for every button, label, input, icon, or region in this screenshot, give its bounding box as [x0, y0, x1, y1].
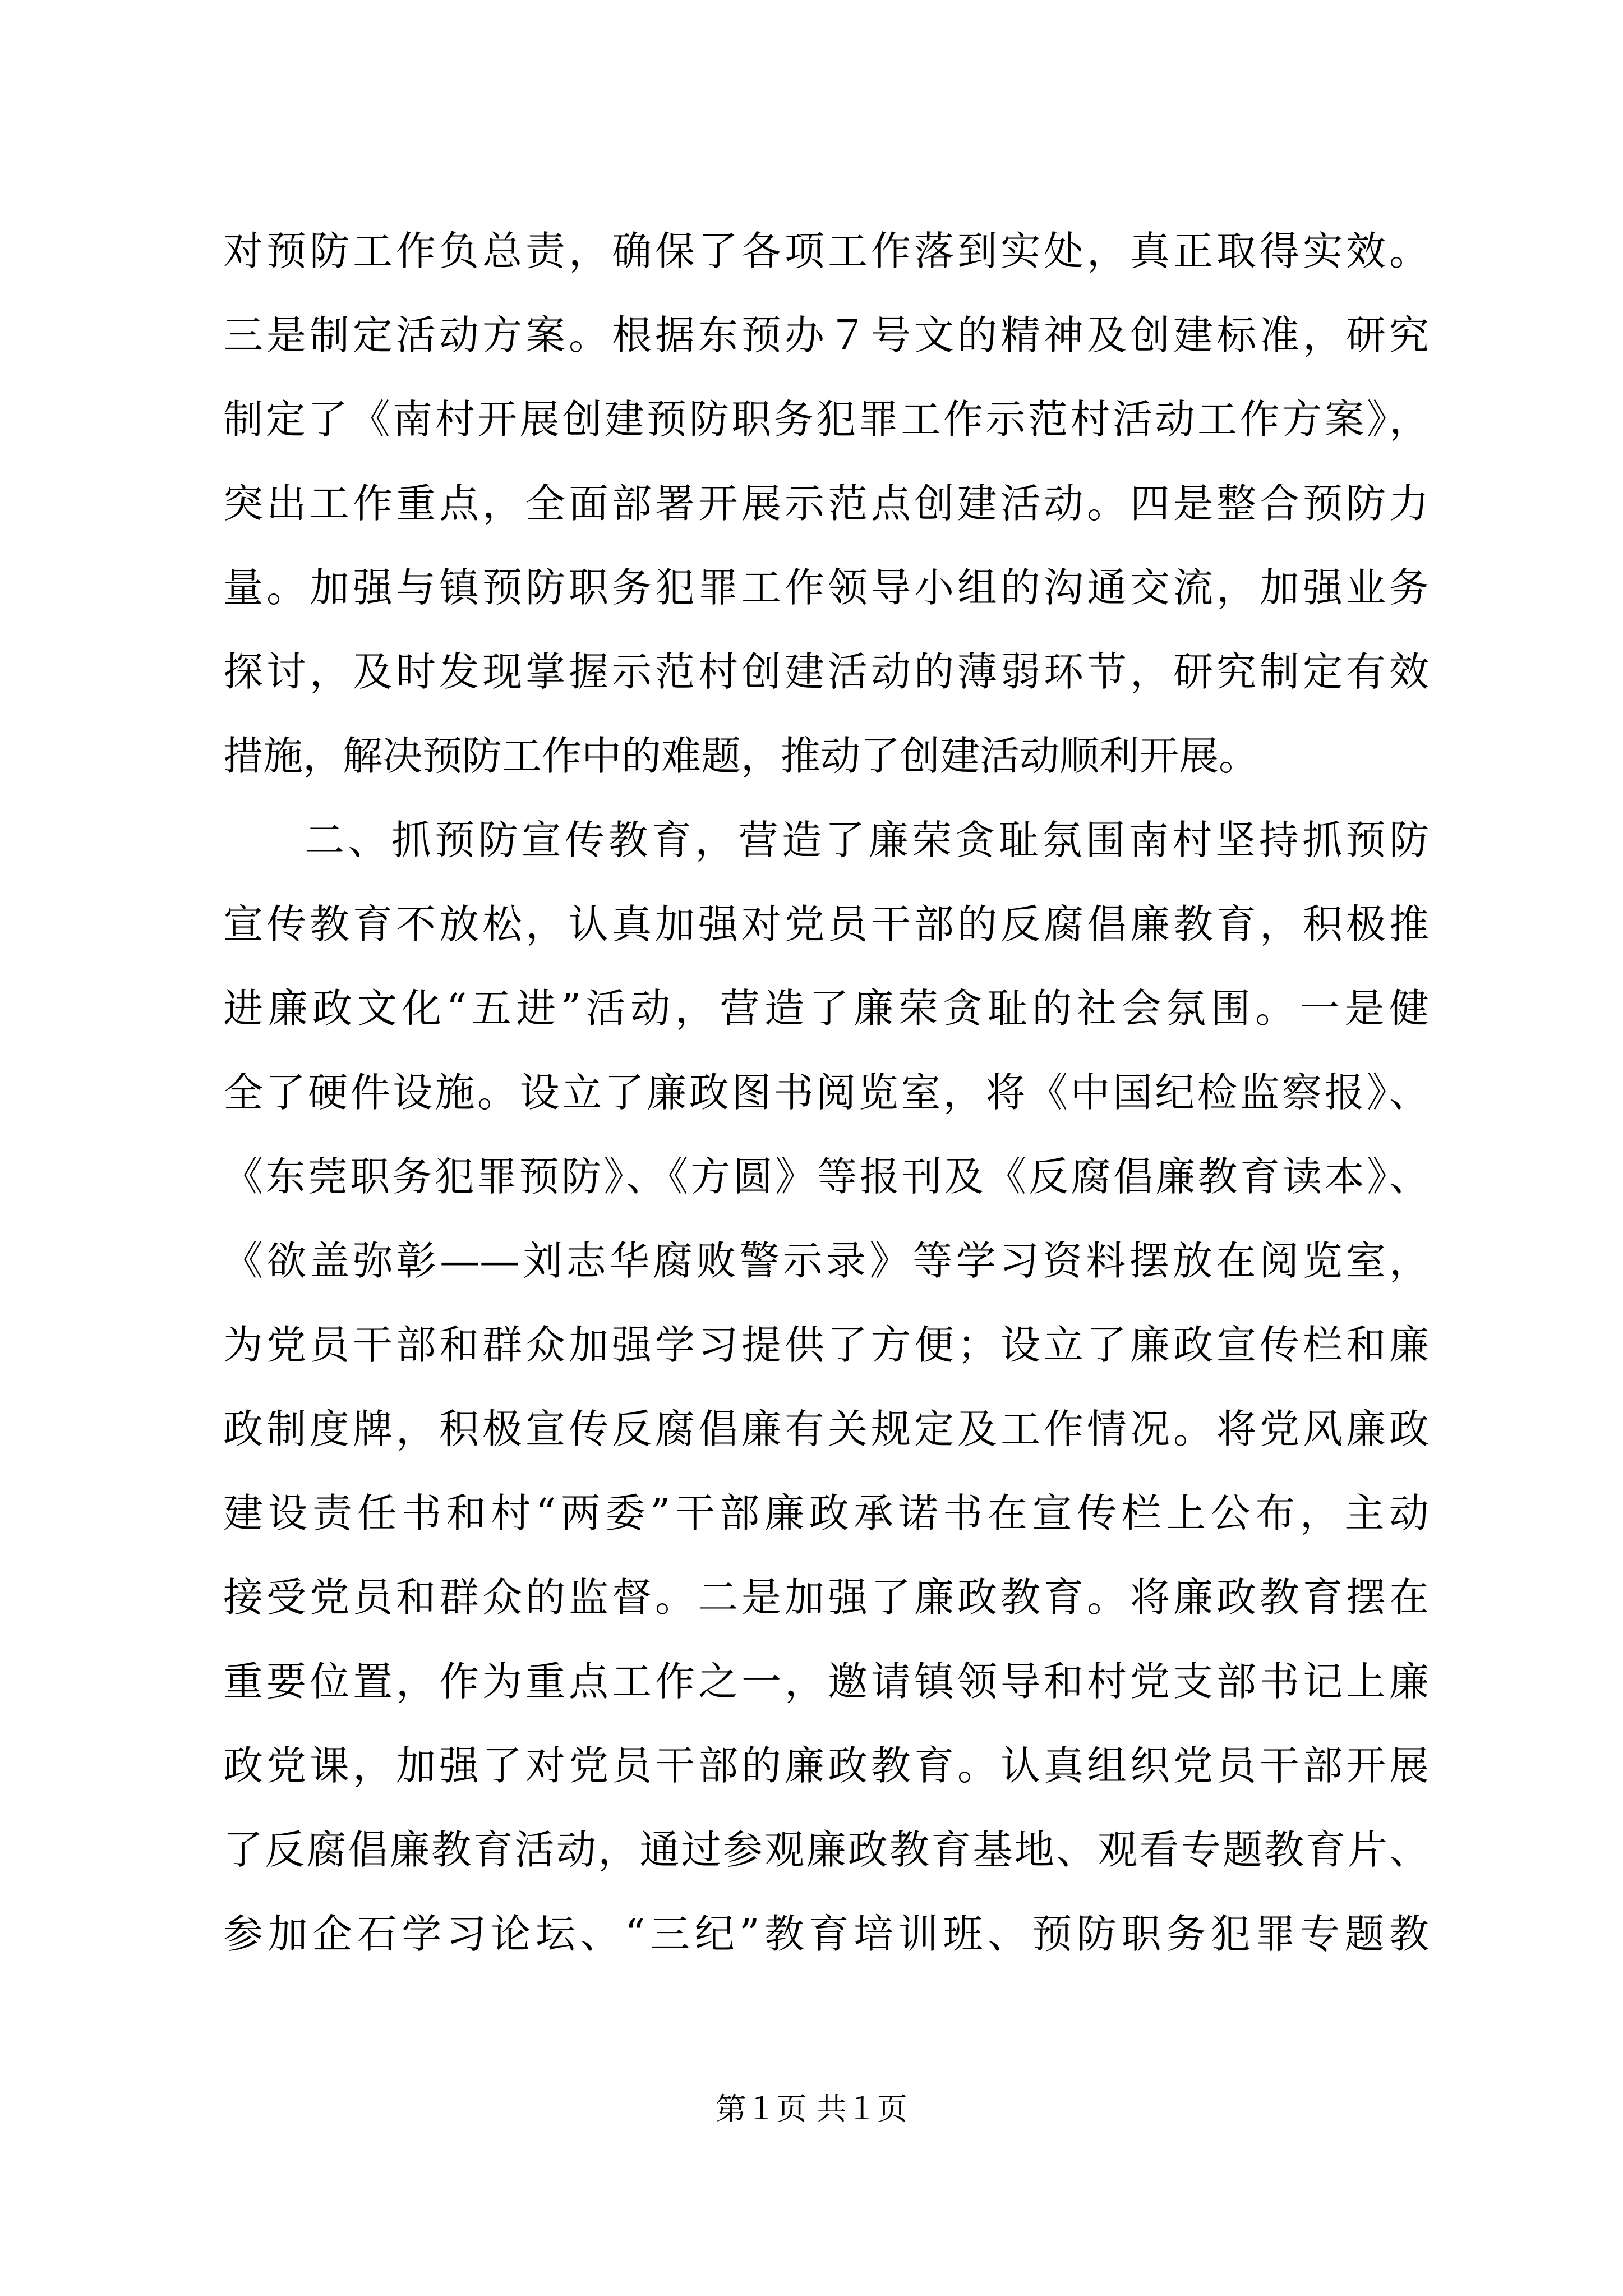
text-line: 措施，解决预防工作中的难题，推动了创建活动顺利开展。 — [223, 733, 1259, 779]
text-line: 政制度牌，积极宣传反腐倡廉有关规定及工作情况。将党风廉政 — [223, 1406, 1429, 1452]
text-line: 政党课，加强了对党员干部的廉政教育。认真组织党员干部开展 — [223, 1742, 1429, 1789]
text-line: 《欲盖弥彰——刘志华腐败警示录》等学习资料摆放在阅览室， — [223, 1237, 1429, 1284]
text-line: 重要位置，作为重点工作之一，邀请镇领导和村党支部书记上廉 — [223, 1658, 1429, 1705]
text-line: 量。加强与镇预防职务犯罪工作领导小组的沟通交流，加强业务 — [223, 564, 1429, 611]
page-footer: 第１页 共１页 — [716, 2091, 907, 2127]
text-line: 三是制定活动方案。根据东预办７号文的精神及创建标准，研究 — [223, 312, 1429, 358]
text-line: 探讨，及时发现掌握示范村创建活动的薄弱环节，研究制定有效 — [223, 648, 1429, 695]
text-line: 宣传教育不放松，认真加强对党员干部的反腐倡廉教育，积极推 — [223, 901, 1429, 947]
paragraph-heading-line: 二、抓预防宣传教育，营造了廉荣贪耻氛围南村坚持抓预防 — [305, 817, 1429, 863]
text-line: 参加企石学习论坛、“三纪”教育培训班、预防职务犯罪专题教 — [223, 1911, 1429, 1957]
text-line: 进廉政文化“五进”活动，营造了廉荣贪耻的社会氛围。一是健 — [223, 985, 1429, 1032]
text-line: 制定了《南村开展创建预防职务犯罪工作示范村活动工作方案》， — [223, 396, 1429, 443]
text-line: 对预防工作负总责，确保了各项工作落到实处，真正取得实效。 — [223, 228, 1429, 274]
text-line: 突出工作重点，全面部署开展示范点创建活动。四是整合预防力 — [223, 480, 1429, 527]
text-line: 全了硬件设施。设立了廉政图书阅览室，将《中国纪检监察报》、 — [223, 1069, 1429, 1116]
text-line: 为党员干部和群众加强学习提供了方便；设立了廉政宣传栏和廉 — [223, 1322, 1429, 1368]
text-line: 接受党员和群众的监督。二是加强了廉政教育。将廉政教育摆在 — [223, 1574, 1429, 1621]
text-line: 建设责任书和村“两委”干部廉政承诺书在宣传栏上公布，主动 — [223, 1490, 1429, 1536]
text-line: 了反腐倡廉教育活动，通过参观廉政教育基地、观看专题教育片、 — [223, 1826, 1429, 1873]
text-line: 《东莞职务犯罪预防》、《方圆》等报刊及《反腐倡廉教育读本》、 — [223, 1153, 1429, 1200]
